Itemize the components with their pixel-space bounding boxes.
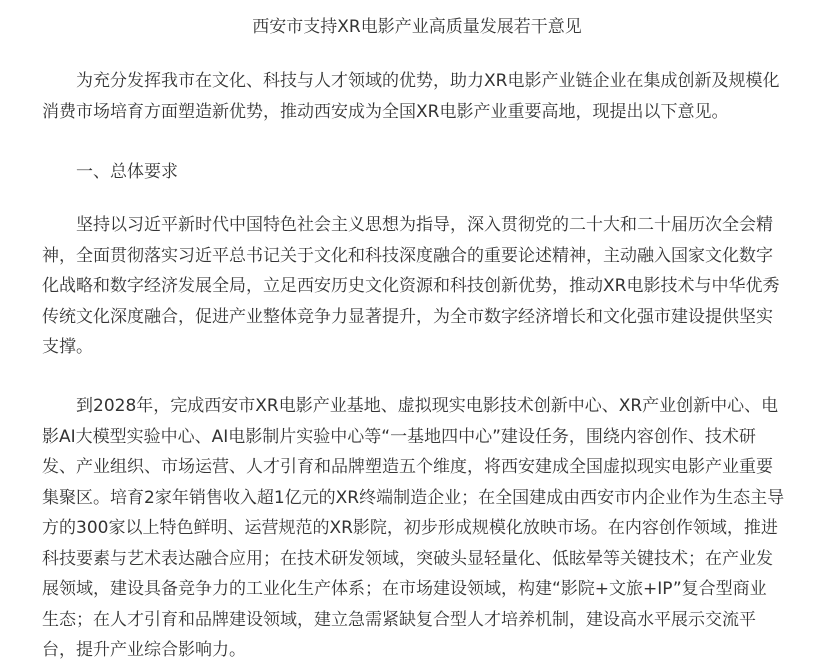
guiding-principle-paragraph [42,210,826,363]
paragraph-line: 神，全面贯彻落实习近平总书记关于文化和科技深度融合的重要论述精神，主动融入国家文化数字 [42,245,773,266]
paragraph-line: 生态；在人才引育和品牌建设领域，建立急需紧缺复合型人才培养机制，建设高水平展示交流平 [42,609,756,630]
paragraph-line: 支撑。 [42,337,93,357]
section-heading [42,157,826,188]
paragraph-line: 化战略和数字经济发展全局，立足西安历史文化资源和科技创新优势，推动XR电影技术与中华优秀 [42,276,780,296]
paragraph-line: 台，提升产业综合影响力。 [42,640,246,660]
paragraph-line: 展领域，建设具备竞争力的工业化生产体系；在市场建设领域，构建“影院+文旅+IP”复合型商业 [42,579,767,599]
goals-paragraph [42,391,826,666]
paragraph-line: 影AI大模型实验中心、AI电影制片实验中心等“一基地四中心”建设任务，围绕内容创作、技术研 [42,426,756,447]
paragraph-line: 到2028年，完成西安市XR电影产业基地、虚拟现实电影技术创新中心、XR产业创新中心、电 [42,396,779,416]
paragraph-line: 消费市场培育方面塑造新优势，推动西安成为全国XR电影产业重要高地，现提出以下意见。 [42,101,729,122]
paragraph-line: 科技要素与艺术表达融合应用；在技术研发领域，突破头显轻量化、低眩晕等关键技术；在产业发 [42,548,773,569]
document-title: 西安市支持XR电影产业高质量发展若干意见 [252,17,582,37]
paragraph-line: 集聚区。培育2家年销售收入超1亿元的XR终端制造企业；在全国建成由西安市内企业作为生态主导 [42,487,785,508]
paragraph-line: 方的300家以上特色鲜明、运营规范的XR影院，初步形成规模化放映市场。在内容创作领域，推进 [42,518,778,538]
section-heading-text: 一、总体要求 [42,162,178,182]
paragraph-line: 坚持以习近平新时代中国特色社会主义思想为指导，深入贯彻党的二十大和二十届历次全会精 [42,215,773,235]
paragraph-line: 为充分发挥我市在文化、科技与人才领域的优势，助力XR电影产业链企业在集成创新及规模化 [42,71,780,91]
paragraph-line: 发、产业组织、市场运营、人才引育和品牌塑造五个维度，将西安建成全国虚拟现实电影产业重要 [42,457,773,477]
intro-paragraph [42,66,826,127]
paragraph-line: 传统文化深度融合，促进产业整体竞争力显著提升，为全市数字经济增长和文化强市建设提供坚实 [42,306,773,327]
